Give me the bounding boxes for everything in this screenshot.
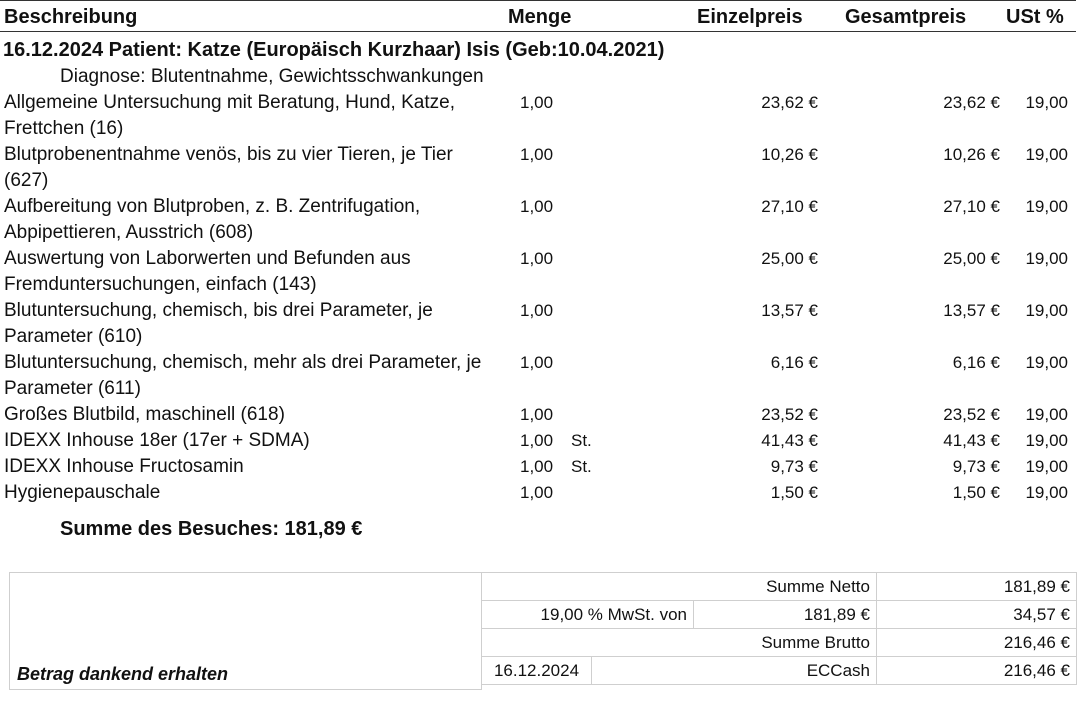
item-total-price: 41,43 € (943, 431, 1000, 450)
item-unit-price: 41,43 € (761, 431, 818, 450)
item-unit-price: 1,50 € (770, 483, 818, 502)
item-vat: 19,00 (1025, 431, 1068, 450)
item-total-price: 27,10 € (943, 197, 1000, 216)
item-quantity: 1,00 (520, 353, 554, 372)
item-quantity: 1,00 (520, 483, 554, 502)
item-vat: 19,00 (1025, 353, 1068, 372)
header-total-price: Gesamtpreis (845, 6, 967, 28)
item-total-price: 1,50 € (952, 483, 1000, 502)
item-vat: 19,00 (1025, 249, 1068, 268)
item-vat: 19,00 (1025, 197, 1068, 216)
item-description: Blutuntersuchung, chemisch, mehr als drei Parameter, je Parameter (611) (4, 352, 482, 399)
header-unit-price: Einzelpreis (697, 6, 803, 28)
item-description: Auswertung von Laborwerten und Befunden aus Fremduntersuchungen, einfach (143) (4, 248, 411, 295)
net-value: 181,89 € (876, 572, 1077, 601)
item-description: IDEXX Inhouse Fructosamin (4, 456, 244, 477)
item-unit-price: 25,00 € (761, 249, 818, 268)
patient-line: 16.12.2024 Patient: Katze (Europäisch Kurzhaar) Isis (Geb:10.04.2021) (3, 39, 665, 61)
item-description: Großes Blutbild, maschinell (618) (4, 404, 285, 425)
item-unit-price: 13,57 € (761, 301, 818, 320)
item-unit: St. (571, 431, 592, 450)
item-quantity: 1,00 (520, 457, 554, 476)
header-vat: USt % (1006, 6, 1064, 28)
table-header (0, 0, 1076, 32)
item-total-price: 23,62 € (943, 93, 1000, 112)
item-quantity: 1,00 (520, 145, 554, 164)
item-quantity: 1,00 (520, 197, 554, 216)
gross-label: Summe Brutto (481, 628, 877, 657)
item-description: Blutuntersuchung, chemisch, bis drei Parameter, je Parameter (610) (4, 300, 433, 347)
payment-value: 216,46 € (876, 656, 1077, 685)
item-vat: 19,00 (1025, 93, 1068, 112)
item-unit-price: 6,16 € (770, 353, 818, 372)
item-total-price: 6,16 € (952, 353, 1000, 372)
item-total-price: 25,00 € (943, 249, 1000, 268)
vat-label: 19,00 % MwSt. von (481, 600, 694, 629)
item-unit-price: 27,10 € (761, 197, 818, 216)
item-unit-price: 23,52 € (761, 405, 818, 424)
net-label: Summe Netto (481, 572, 877, 601)
item-unit: St. (571, 457, 592, 476)
item-quantity: 1,00 (520, 431, 554, 450)
diagnosis-line: Diagnose: Blutentnahme, Gewichtsschwankungen (60, 66, 484, 87)
gross-value: 216,46 € (876, 628, 1077, 657)
header-quantity: Menge (508, 6, 572, 28)
item-description: Allgemeine Untersuchung mit Beratung, Hund, Katze, Frettchen (16) (4, 92, 455, 139)
item-vat: 19,00 (1025, 301, 1068, 320)
item-total-price: 9,73 € (952, 457, 1000, 476)
item-total-price: 10,26 € (943, 145, 1000, 164)
item-unit-price: 23,62 € (761, 93, 818, 112)
item-quantity: 1,00 (520, 301, 554, 320)
vat-value: 34,57 € (876, 600, 1077, 629)
item-description: IDEXX Inhouse 18er (17er + SDMA) (4, 430, 310, 451)
item-unit-price: 10,26 € (761, 145, 818, 164)
item-quantity: 1,00 (520, 93, 554, 112)
item-quantity: 1,00 (520, 405, 554, 424)
payment-method: ECCash (591, 656, 877, 685)
payment-received-note: Betrag dankend erhalten (17, 664, 229, 684)
visit-sum: Summe des Besuches: 181,89 € (60, 518, 363, 540)
item-vat: 19,00 (1025, 457, 1068, 476)
item-description: Hygienepauschale (4, 482, 161, 503)
item-unit-price: 9,73 € (770, 457, 818, 476)
item-total-price: 13,57 € (943, 301, 1000, 320)
header-description: Beschreibung (4, 6, 138, 28)
item-quantity: 1,00 (520, 249, 554, 268)
item-description: Aufbereitung von Blutproben, z. B. Zentrifugation, Abpipettieren, Ausstrich (608) (4, 196, 421, 243)
item-vat: 19,00 (1025, 405, 1068, 424)
item-vat: 19,00 (1025, 145, 1068, 164)
vat-base: 181,89 € (693, 600, 877, 629)
item-vat: 19,00 (1025, 483, 1068, 502)
item-description: Blutprobenentnahme venös, bis zu vier Tieren, je Tier (627) (4, 144, 453, 191)
item-total-price: 23,52 € (943, 405, 1000, 424)
payment-date: 16.12.2024 (481, 656, 592, 685)
